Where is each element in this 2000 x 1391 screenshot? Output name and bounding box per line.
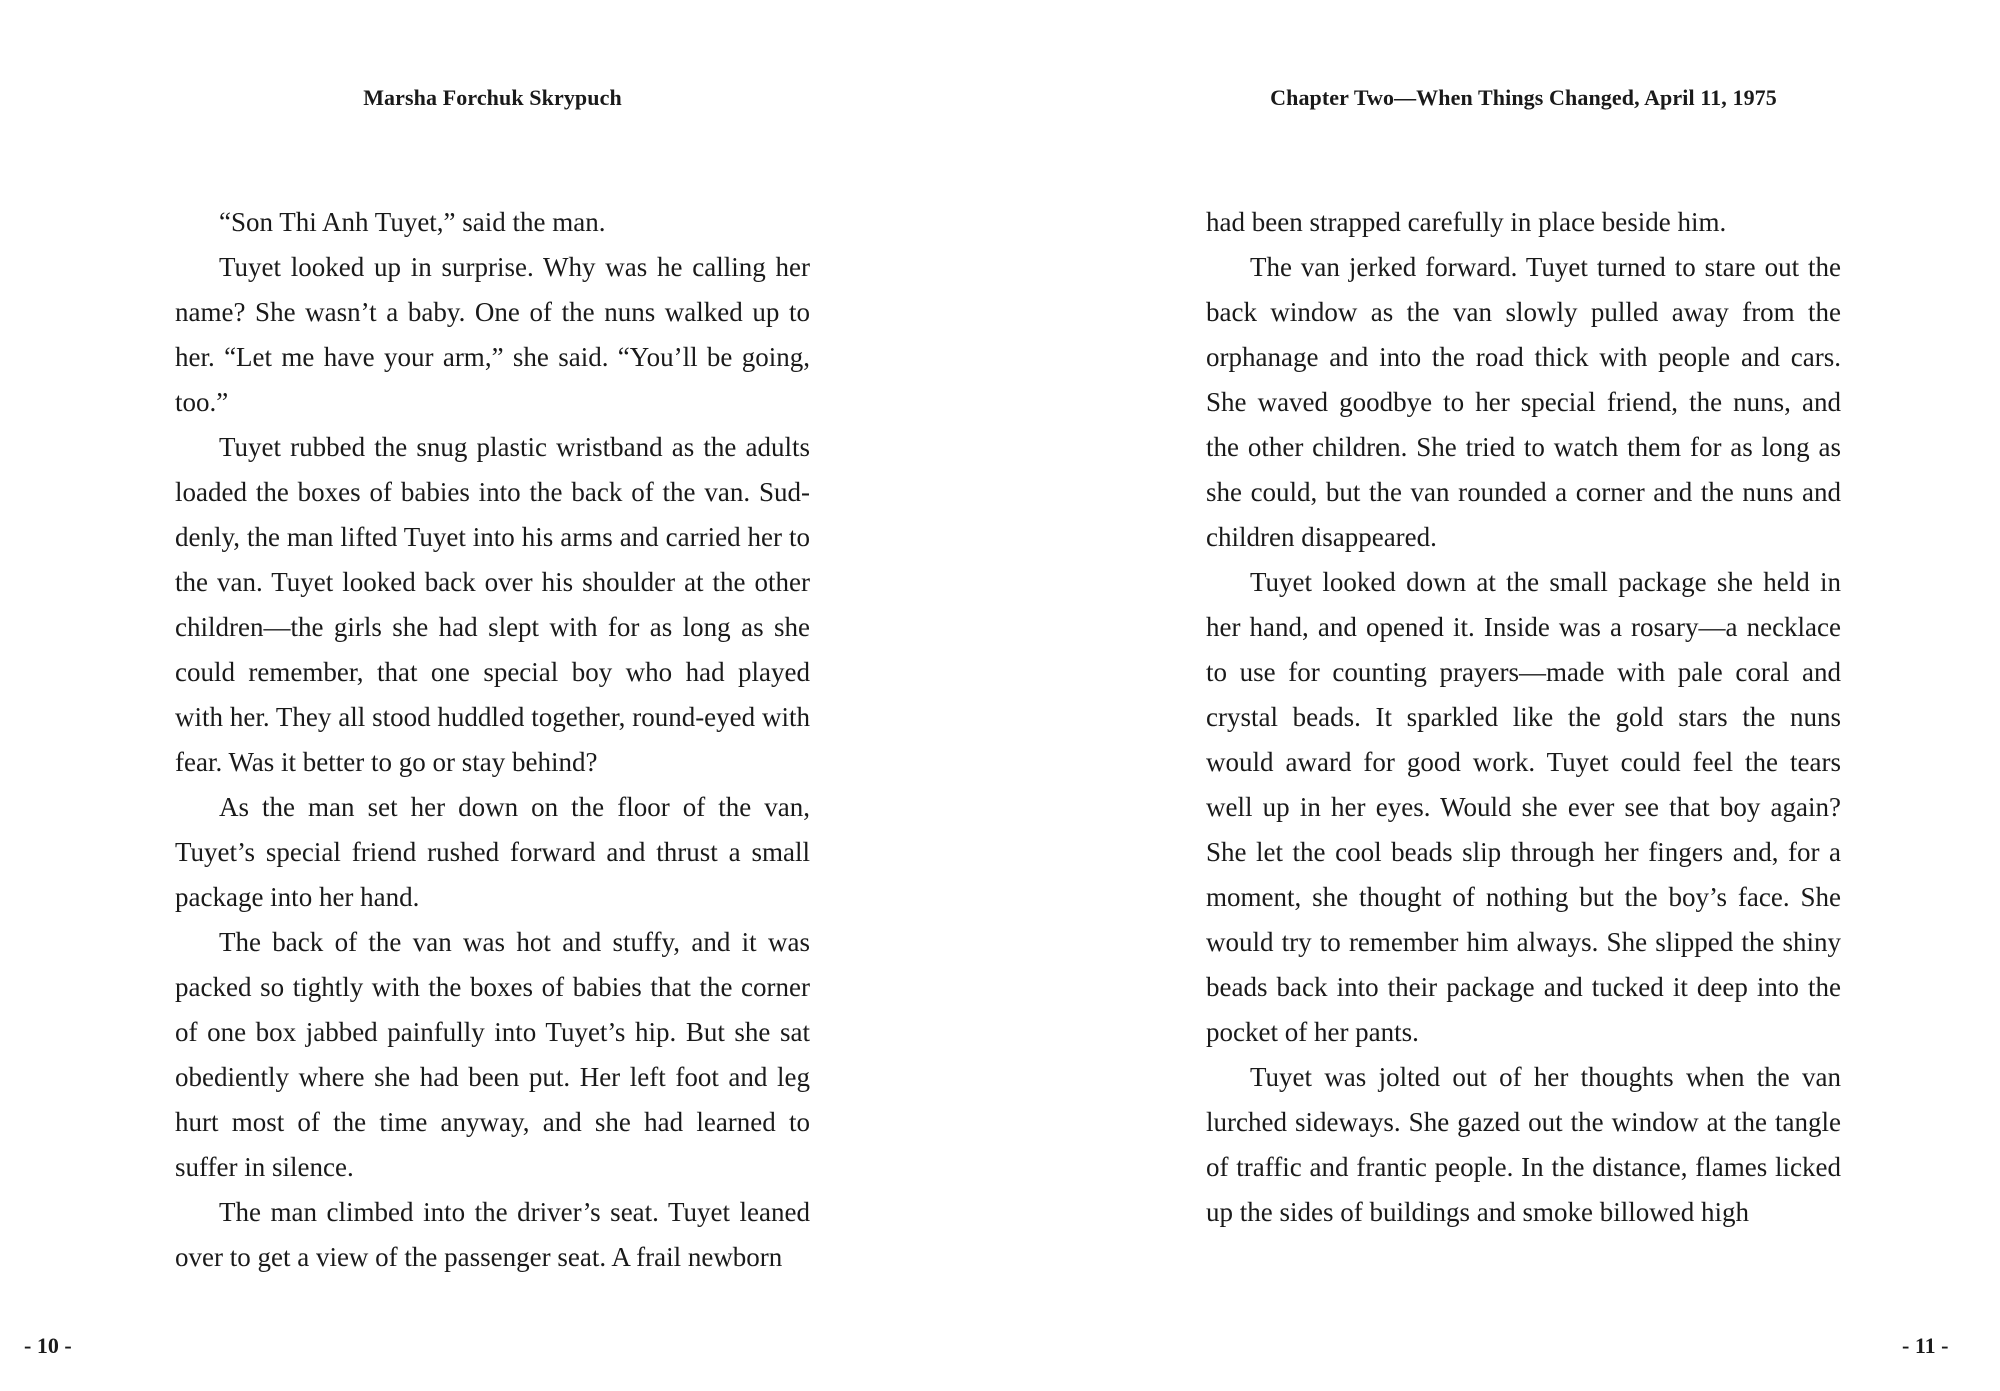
- paragraph: The back of the van was hot and stuffy, and it was packed so tightly with the boxes of babies that the corner of one box jabbed painfully into Tuyet’s hip. But she sat obediently where she had been put. Her left foot and leg hurt most of the time anyway, and she had learned to suffer in silence.: [175, 927, 810, 1182]
- paragraph: The man climbed into the driver’s seat. Tuyet leaned over to get a view of the passenger seat. A frail newborn: [175, 1197, 810, 1272]
- paragraph: Tuyet was jolted out of her thoughts when the van lurched sideways. She gazed out the window at the tangle of traffic and frantic people. In the distance, flames licked up the sides of buildings and smoke billowed high: [1206, 1062, 1841, 1227]
- paragraph: Tuyet rubbed the snug plastic wristband as the adults loaded the boxes of babies into the back of the van. Suddenly, the man lifted Tuyet into his arms and carried her to the van. Tuyet looked back over his shoulder at the other children—the girls she had slept with for as long as she could remember, that one special boy who had played with her. They all stood huddled together, round-eyed with fear. Was it better to go or stay behind?: [175, 432, 810, 777]
- paragraph: Tuyet looked down at the small package she held in her hand, and opened it. Inside was a rosary—a necklace to use for counting prayers—made with pale coral and crystal beads. It sparkled like the gold stars the nuns would award for good work. Tuyet could feel the tears well up in her eyes. Would she ever see that boy again? She let the cool beads slip through her fingers and, for a moment, she thought of nothing but the boy’s face. She would try to remember him always. She slipped the shiny beads back into their package and tucked it deep into the pocket of her pants.: [1206, 567, 1841, 1047]
- paragraph: “Son Thi Anh Tuyet,” said the man.: [219, 207, 606, 237]
- right-page: [1000, 0, 2000, 1391]
- running-head-author: Marsha Forchuk Skrypuch: [363, 85, 622, 110]
- paragraph: As the man set her down on the floor of the van, Tuyet’s special friend rushed forward and thrust a small package into her hand.: [175, 792, 810, 912]
- right-page-body: [1206, 200, 1841, 1235]
- paragraph: Tuyet looked up in surprise. Why was he calling her name? She wasn’t a baby. One of the nuns walked up to her. “Let me have your arm,” she said. “You’ll be going, too.”: [175, 252, 810, 417]
- paragraph: had been strapped carefully in place beside him.: [1206, 207, 1727, 237]
- paragraph: The van jerked forward. Tuyet turned to stare out the back window as the van slowly pulled away from the orphanage and into the road thick with people and cars. She waved goodbye to her special friend, the nuns, and the other children. She tried to watch them for as long as she could, but the van rounded a corner and the nuns and children disappeared.: [1206, 252, 1841, 552]
- page-number: - 11 -: [1902, 1333, 1949, 1358]
- page-number: - 10 -: [24, 1333, 72, 1358]
- left-page-body: [175, 200, 810, 1280]
- running-head-chapter: Chapter Two—When Things Changed, April 11, 1975: [1270, 85, 1777, 110]
